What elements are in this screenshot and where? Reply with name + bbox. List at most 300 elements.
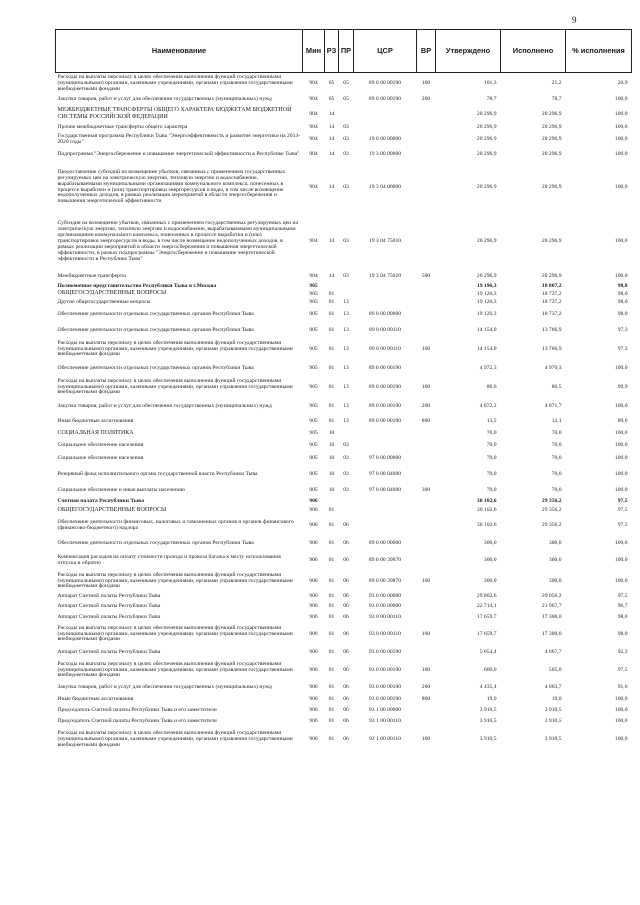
cell-percent: 96,7 [617, 603, 628, 609]
cell-min: 906 [309, 507, 318, 513]
cell-min: 906 [309, 696, 318, 702]
header-name: Наименование [56, 30, 303, 73]
cell-approved: 20 296,9 [476, 183, 497, 190]
cell-csr: 89 0 00 00190 [368, 364, 402, 371]
cell-vr: 100 [421, 577, 431, 584]
cell-csr: 97 0 00 04000 [368, 471, 402, 477]
cell-approved: 19 126,3 [476, 298, 497, 305]
cell-executed: 18 737,2 [541, 290, 562, 297]
cell-percent: 100,0 [614, 539, 628, 546]
cell-min: 906 [309, 603, 318, 609]
header-rz: РЗ [325, 30, 339, 73]
cell-percent: 97,5 [617, 593, 628, 599]
cell-approved: 70,0 [486, 471, 497, 477]
cell-vr [417, 601, 436, 612]
cell-csr: 93 0 00 00190 [368, 648, 402, 655]
cell-rz: 14 [328, 273, 335, 279]
cell-pr: 06 [343, 736, 349, 742]
cell-pr [339, 497, 354, 505]
header-approved: Утверждено [436, 30, 501, 73]
header-percent: % исполнения [566, 30, 632, 73]
cell-vr [417, 298, 436, 306]
table-row [56, 93, 632, 106]
cell-approved: 19,0 [486, 696, 497, 702]
cell-vr [417, 452, 436, 465]
cell-name: СОЦИАЛЬНАЯ ПОЛИТИКА [57, 429, 134, 436]
cell-executed: 21,2 [551, 79, 562, 86]
table-row [56, 439, 632, 452]
cell-executed: 3 910,5 [544, 718, 562, 724]
cell-pr: 03 [343, 442, 349, 448]
cell-percent: 97,5 [617, 666, 628, 673]
header-vr: ВР [417, 30, 436, 73]
cell-name: Субсидия на возмещение убытков, связанных с применением государственных регулируемых цен на электрическую энергию, тепловую энергию и водоснабжение, вырабатываемыми муниципальными организациями коммунального комплекса, понесенных в процессе выработки и (или) транспортировки энергоресурсов и воды, в том числе возмещение недополученных доходов, в рамках реализации мероприятий в области энергосбережения и повышения энергетической эффективности, в рамках подпрограммы "Энергосбережение и повышение энергетической эффективности в Республике Тыва" [57, 220, 299, 262]
cell-name: Расходы на выплаты персоналу в целях обеспечения выполнения функций государственными (муниципальными) органами, казенными учреждениями, органами управления государственными внебюджетными фондами [57, 377, 293, 396]
cell-executed: 585,0 [548, 666, 562, 673]
table-row [56, 290, 632, 298]
cell-rz: 14 [328, 110, 335, 117]
cell-csr: 93 1 00 00110 [369, 736, 401, 742]
cell-min: 906 [309, 707, 318, 713]
cell-percent: 100,0 [614, 136, 628, 142]
cell-percent: 100,0 [614, 124, 628, 130]
cell-executed: 20 296,9 [541, 110, 562, 117]
cell-pr: 06 [343, 630, 349, 637]
cell-name: Расходы на выплаты персоналу в целях обеспечения выполнения функций государственными (муниципальными) органами, казенными учреждениями, органами управления государственными внебюджетными фондами [57, 73, 293, 92]
cell-executed: 20 296,9 [541, 150, 562, 157]
cell-min: 904 [309, 96, 318, 102]
cell-rz: 01 [328, 539, 335, 546]
cell-pr: 06 [343, 666, 349, 673]
cell-percent: 100,0 [614, 736, 628, 742]
cell-rz: 01 [328, 364, 335, 371]
cell-min: 905 [309, 455, 318, 461]
cell-executed: 20 296,9 [541, 124, 562, 130]
table-header [56, 30, 632, 73]
cell-name: Предоставление субсидий на возмещение убытков, связанных с применением государственных регулируемых цен на электрическую энергию, тепловую энергию и водоснабжение, вырабатываемыми муниципальными организациями коммунального комплекса, понесенных в процессе выработки и (или) транспортировки энергоресурсов и воды, в том числе возмещение недополученных доходов, в рамках реализации мероприятий в области энергосбережения и повышения энергетической эффективности [57, 168, 286, 205]
cell-approved: 70,0 [486, 430, 497, 436]
cell-approved: 20 296,9 [476, 136, 497, 142]
cell-rz: 01 [328, 507, 335, 513]
cell-rz: 01 [328, 684, 335, 690]
cell-percent: 97,5 [617, 497, 628, 504]
cell-vr: 100 [421, 79, 431, 86]
cell-vr [417, 428, 436, 439]
cell-min: 906 [309, 593, 318, 599]
cell-executed: 70,0 [551, 442, 562, 448]
cell-name: Расходы на выплаты персоналу в целях обеспечения выполнения функций государственными (муниципальными) органами, казенными учреждениями, органами управления государственными внебюджетными фондами [57, 571, 293, 590]
cell-csr [354, 290, 417, 298]
cell-name: Расходы на выплаты персоналу в целях обеспечения выполнения функций государственными (муниципальными) органами, казенными учреждениями, органами управления государственными внебюджетными фондами [57, 730, 293, 748]
header-pr: ПР [339, 30, 354, 73]
cell-executed: 18 807,2 [541, 282, 562, 289]
cell-min: 905 [309, 442, 318, 448]
cell-name: Социальное обеспечение населения [57, 442, 144, 448]
cell-rz: 01 [328, 707, 335, 713]
cell-csr: 93 0 00 00000 [368, 603, 402, 609]
cell-vr [417, 535, 436, 551]
cell-vr [417, 645, 436, 659]
cell-rz: 01 [328, 383, 335, 390]
cell-approved: 600,0 [483, 666, 497, 673]
cell-rz: 01 [328, 522, 335, 528]
cell-executed: 18 737,2 [541, 310, 562, 317]
cell-rz: 01 [328, 577, 335, 584]
cell-executed: 29 356,2 [541, 497, 562, 504]
cell-approved: 78,7 [486, 96, 497, 102]
cell-vr: 100 [421, 666, 431, 673]
table-row [56, 452, 632, 465]
cell-pr: 13 [343, 402, 349, 409]
cell-percent: 100,0 [614, 696, 628, 702]
cell-csr: 19 3 04 75010 [368, 273, 402, 279]
cell-csr: 93 0 00 00110 [369, 630, 401, 637]
cell-pr: 03 [343, 487, 349, 493]
cell-csr [354, 516, 417, 535]
cell-csr: 89 0 00 00190 [368, 383, 402, 390]
cell-vr: 100 [421, 736, 431, 742]
table-row [56, 497, 632, 505]
cell-pr: 13 [343, 326, 349, 333]
table-row [56, 551, 632, 570]
cell-executed: 3 910,5 [544, 707, 562, 713]
table-row [56, 535, 632, 551]
cell-pr: 06 [343, 718, 349, 724]
cell-vr [417, 360, 436, 376]
cell-percent: 100,0 [614, 707, 628, 713]
cell-rz: 14 [328, 183, 335, 190]
cell-vr: 800 [421, 696, 431, 702]
cell-min: 905 [309, 345, 318, 352]
cell-rz: 14 [328, 238, 335, 244]
cell-approved: 5 054,4 [479, 648, 497, 655]
cell-approved: 101,3 [483, 79, 497, 86]
cell-vr [417, 497, 436, 505]
cell-percent: 97,3 [617, 326, 628, 333]
cell-name: Межбюджетные трансферты [57, 273, 126, 279]
cell-vr [417, 516, 436, 535]
cell-pr [339, 428, 354, 439]
cell-min: 905 [309, 402, 318, 409]
cell-approved: 4 872,2 [479, 402, 497, 409]
cell-vr [417, 551, 436, 570]
cell-executed: 70,0 [551, 487, 562, 493]
cell-rz: 01 [328, 630, 335, 637]
cell-executed: 29 056,2 [541, 593, 562, 599]
cell-pr: 06 [343, 522, 349, 528]
table-row [56, 376, 632, 398]
cell-executed: 13 766,9 [541, 326, 562, 333]
cell-csr: 89 0 00 39870 [368, 577, 402, 584]
table-row [56, 505, 632, 516]
cell-rz: 01 [328, 557, 335, 563]
cell-pr: 03 [343, 455, 349, 461]
cell-percent: 100,0 [614, 430, 628, 436]
cell-approved: 4 435,4 [479, 684, 497, 690]
cell-executed: 20 296,9 [541, 238, 562, 244]
cell-rz: 01 [328, 603, 335, 609]
table-row [56, 727, 632, 752]
cell-pr: 13 [343, 310, 349, 317]
cell-pr: 06 [343, 593, 349, 599]
cell-csr [354, 439, 417, 452]
table-row [56, 623, 632, 645]
cell-percent: 98,0 [617, 614, 628, 620]
cell-percent: 100,0 [614, 557, 628, 563]
cell-executed: 70,0 [551, 430, 562, 436]
cell-approved: 20 296,9 [476, 124, 497, 130]
cell-percent: 98,0 [617, 282, 628, 289]
cell-name: Аппарат Счетной палаты Республики Тыва [57, 603, 161, 609]
cell-csr: 89 0 00 00190 [368, 96, 402, 102]
table-row [56, 298, 632, 306]
cell-name: Закупка товаров, работ и услуг для обеспечения государственных (муниципальных) нужд [57, 684, 272, 690]
cell-name: Обеспечение деятельности финансовых, налоговых и таможенных органов и органов финансового (финансово-бюджетного) надзора [57, 519, 294, 531]
cell-vr: 200 [421, 96, 431, 102]
cell-percent: 100,0 [614, 364, 628, 371]
table-row [56, 73, 632, 93]
table-row [56, 122, 632, 133]
cell-approved: 29 802,6 [476, 593, 497, 599]
table-body [56, 73, 632, 752]
cell-csr: 93 1 00 00000 [368, 707, 402, 713]
cell-vr [417, 465, 436, 484]
cell-name: Подпрограмма "Энергосбережение и повышение энергетической эффективности в Республике Тыва" [57, 150, 300, 157]
cell-vr: 800 [421, 417, 431, 424]
cell-approved: 70,0 [486, 442, 497, 448]
table-row [56, 338, 632, 360]
cell-percent: 100,0 [614, 402, 628, 409]
table-row [56, 360, 632, 376]
cell-min: 905 [309, 487, 318, 493]
budget-execution-table [55, 29, 632, 752]
cell-csr [354, 428, 417, 439]
cell-min: 905 [309, 364, 318, 371]
cell-min: 905 [309, 430, 318, 436]
cell-executed: 19,0 [551, 696, 562, 702]
cell-csr: 89 0 00 39870 [368, 557, 402, 563]
cell-pr: 06 [343, 577, 349, 584]
cell-csr: 93 0 00 00190 [368, 666, 402, 673]
cell-vr [417, 505, 436, 516]
cell-min: 905 [309, 282, 318, 289]
cell-csr: 97 0 00 00000 [368, 455, 402, 461]
cell-pr: 06 [343, 648, 349, 655]
cell-csr: 93 1 00 00110 [369, 718, 401, 724]
cell-rz: 01 [328, 417, 335, 424]
cell-name: Государственная программа Республики Тыва "Энергоэффективность и развитие энергетики на 2014-2020 годы" [57, 133, 301, 145]
table-row [56, 212, 632, 271]
cell-executed: 20 296,9 [541, 136, 562, 142]
cell-vr: 200 [421, 402, 431, 409]
cell-vr [417, 716, 436, 727]
cell-min: 904 [309, 136, 318, 142]
cell-name: Председатель Счетной палаты Республики Тыва и его заместители [57, 718, 217, 724]
cell-csr: 93 0 00 00190 [368, 696, 402, 702]
cell-min: 904 [309, 110, 318, 117]
cell-csr: 19 3 04 00000 [368, 183, 402, 190]
cell-executed: 70,0 [551, 455, 562, 461]
cell-vr [417, 322, 436, 338]
cell-percent: 98,0 [617, 290, 628, 297]
cell-pr: 03 [343, 183, 349, 190]
cell-name: ОБЩЕГОСУДАРСТВЕННЫЕ ВОПРОСЫ [57, 290, 167, 297]
cell-min: 906 [309, 539, 318, 546]
cell-rz: 01 [328, 648, 335, 655]
cell-pr [339, 106, 354, 122]
cell-percent: 100,0 [614, 273, 628, 279]
cell-percent: 100,0 [614, 442, 628, 448]
cell-approved: 86,6 [486, 383, 497, 390]
cell-csr: 93 0 00 00000 [368, 593, 402, 599]
cell-min: 906 [309, 577, 318, 584]
cell-approved: 30 102,6 [476, 522, 497, 528]
cell-csr: 89 0 00 00110 [369, 326, 401, 333]
cell-percent: 100,0 [614, 238, 628, 244]
cell-pr: 05 [343, 79, 349, 86]
cell-rz: 14 [328, 150, 335, 157]
cell-pr: 13 [343, 364, 349, 371]
cell-csr: 89 0 00 00190 [368, 402, 402, 409]
cell-pr: 05 [343, 96, 349, 102]
cell-executed: 4 970,3 [544, 364, 562, 371]
cell-name: Иные бюджетные ассигнования [57, 417, 134, 424]
table-row [56, 659, 632, 681]
cell-vr [417, 306, 436, 322]
cell-name: Прочие межбюджетные трансферты общего характера [57, 124, 188, 130]
cell-name: Резервный фонд исполнительного органа государственной власти Республики Тыва [57, 471, 258, 477]
cell-csr: 93 0 00 00190 [368, 684, 402, 690]
cell-percent: 98,0 [617, 630, 628, 637]
cell-rz: 01 [328, 696, 335, 702]
cell-approved: 20 296,9 [476, 238, 497, 244]
cell-percent: 97,5 [617, 507, 628, 513]
cell-vr: 100 [421, 383, 431, 390]
cell-approved: 20 296,9 [476, 150, 497, 157]
cell-name: Компенсация расходов на оплату стоимости проезда и провоза багажа к месту использования отпуска и обратно [57, 554, 281, 566]
cell-rz: 01 [328, 310, 335, 317]
cell-vr: 100 [421, 630, 431, 637]
cell-percent: 100,0 [614, 110, 628, 117]
cell-pr: 03 [343, 150, 349, 157]
cell-csr [354, 497, 417, 505]
cell-name: Закупка товаров, работ и услуг для обеспечения государственных (муниципальных) нужд [57, 96, 272, 102]
cell-csr [354, 106, 417, 122]
cell-vr [417, 162, 436, 212]
cell-min: 906 [309, 718, 318, 724]
cell-csr: 19 3 04 75010 [368, 238, 402, 244]
cell-csr: 19 3 00 00000 [368, 150, 402, 157]
cell-executed: 13 766,9 [541, 345, 562, 352]
cell-approved: 19 126,3 [476, 310, 497, 317]
cell-rz: 01 [328, 736, 335, 742]
cell-percent: 20,9 [617, 79, 628, 86]
cell-vr [417, 133, 436, 146]
cell-approved: 70,0 [486, 455, 497, 461]
cell-percent: 97,5 [617, 522, 628, 528]
table-row [56, 465, 632, 484]
cell-vr [417, 282, 436, 290]
cell-pr: 13 [343, 383, 349, 390]
cell-vr [417, 290, 436, 298]
cell-executed: 300,0 [548, 557, 562, 563]
cell-approved: 13,5 [486, 417, 497, 424]
cell-pr: 03 [343, 471, 349, 477]
cell-rz: 10 [328, 471, 335, 477]
cell-executed: 18 737,2 [541, 298, 562, 305]
cell-min: 904 [309, 79, 318, 86]
cell-executed: 4 063,7 [544, 684, 562, 690]
cell-pr: 03 [343, 238, 349, 244]
cell-name: ОБЩЕГОСУДАРСТВЕННЫЕ ВОПРОСЫ [57, 506, 167, 513]
cell-executed: 21 967,7 [541, 603, 562, 609]
cell-pr: 06 [343, 707, 349, 713]
cell-name: Другие общегосударственные вопросы [57, 298, 151, 305]
cell-approved: 17 659,7 [476, 630, 497, 637]
cell-min: 906 [309, 497, 318, 504]
cell-name: Обеспечение деятельности отдельных государственных органов Республики Тыва [57, 326, 254, 333]
cell-pr: 13 [343, 417, 349, 424]
cell-vr [417, 612, 436, 623]
cell-name: Полномочное представительство Республики Тыва в г.Москва [57, 282, 217, 289]
cell-min: 905 [309, 417, 318, 424]
cell-pr [339, 290, 354, 298]
cell-percent: 100,0 [614, 455, 628, 461]
table-row [56, 592, 632, 601]
cell-percent: 98,0 [617, 298, 628, 305]
cell-approved: 30 102,6 [476, 497, 497, 504]
cell-approved: 3 910,5 [479, 736, 497, 742]
table-row [56, 106, 632, 122]
cell-pr: 06 [343, 603, 349, 609]
cell-percent: 97,3 [617, 345, 628, 352]
cell-min: 904 [309, 273, 318, 279]
cell-percent: 99,9 [617, 383, 628, 390]
table-row [56, 705, 632, 716]
cell-name: Аппарат Счетной палаты Республики Тыва [57, 614, 161, 620]
cell-name: Обеспечение деятельности отдельных государственных органов Республики Тыва [57, 310, 254, 317]
cell-vr: 100 [421, 345, 431, 352]
cell-name: Обеспечение деятельности отдельных государственных органов Республики Тыва [57, 539, 254, 546]
cell-executed: 12,1 [551, 417, 562, 424]
cell-approved: 4 972,3 [479, 364, 497, 371]
cell-vr: 200 [421, 684, 431, 690]
cell-rz: 01 [328, 718, 335, 724]
cell-min: 906 [309, 666, 318, 673]
cell-vr [417, 705, 436, 716]
cell-percent: 100,0 [614, 183, 628, 190]
cell-csr: 89 0 00 00110 [369, 345, 401, 352]
cell-vr [417, 212, 436, 271]
cell-name: Аппарат Счетной палаты Республики Тыва [57, 593, 161, 599]
cell-min: 905 [309, 310, 318, 317]
cell-name: Закупка товаров, работ и услуг для обеспечения государственных (муниципальных) нужд [57, 402, 272, 409]
cell-percent: 100,0 [614, 96, 628, 102]
page-number: 9 [572, 15, 577, 25]
cell-percent: 100,0 [614, 487, 628, 493]
cell-pr [339, 282, 354, 290]
cell-rz: 14 [328, 136, 335, 142]
cell-rz: 10 [328, 455, 335, 461]
cell-executed: 78,7 [551, 96, 562, 102]
cell-executed: 29 356,2 [541, 522, 562, 528]
cell-min: 906 [309, 736, 318, 742]
cell-min: 905 [309, 326, 318, 333]
cell-executed: 3 910,5 [544, 736, 562, 742]
cell-rz: 10 [328, 442, 335, 448]
cell-name: МЕЖБЮДЖЕТНЫЕ ТРАНСФЕРТЫ ОБЩЕГО ХАРАКТЕРА БЮДЖЕТАМ БЮДЖЕТНОЙ СИСТЕМЫ РОССИЙСКОЙ ФЕДЕРАЦИИ [57, 107, 292, 120]
table-row [56, 398, 632, 414]
